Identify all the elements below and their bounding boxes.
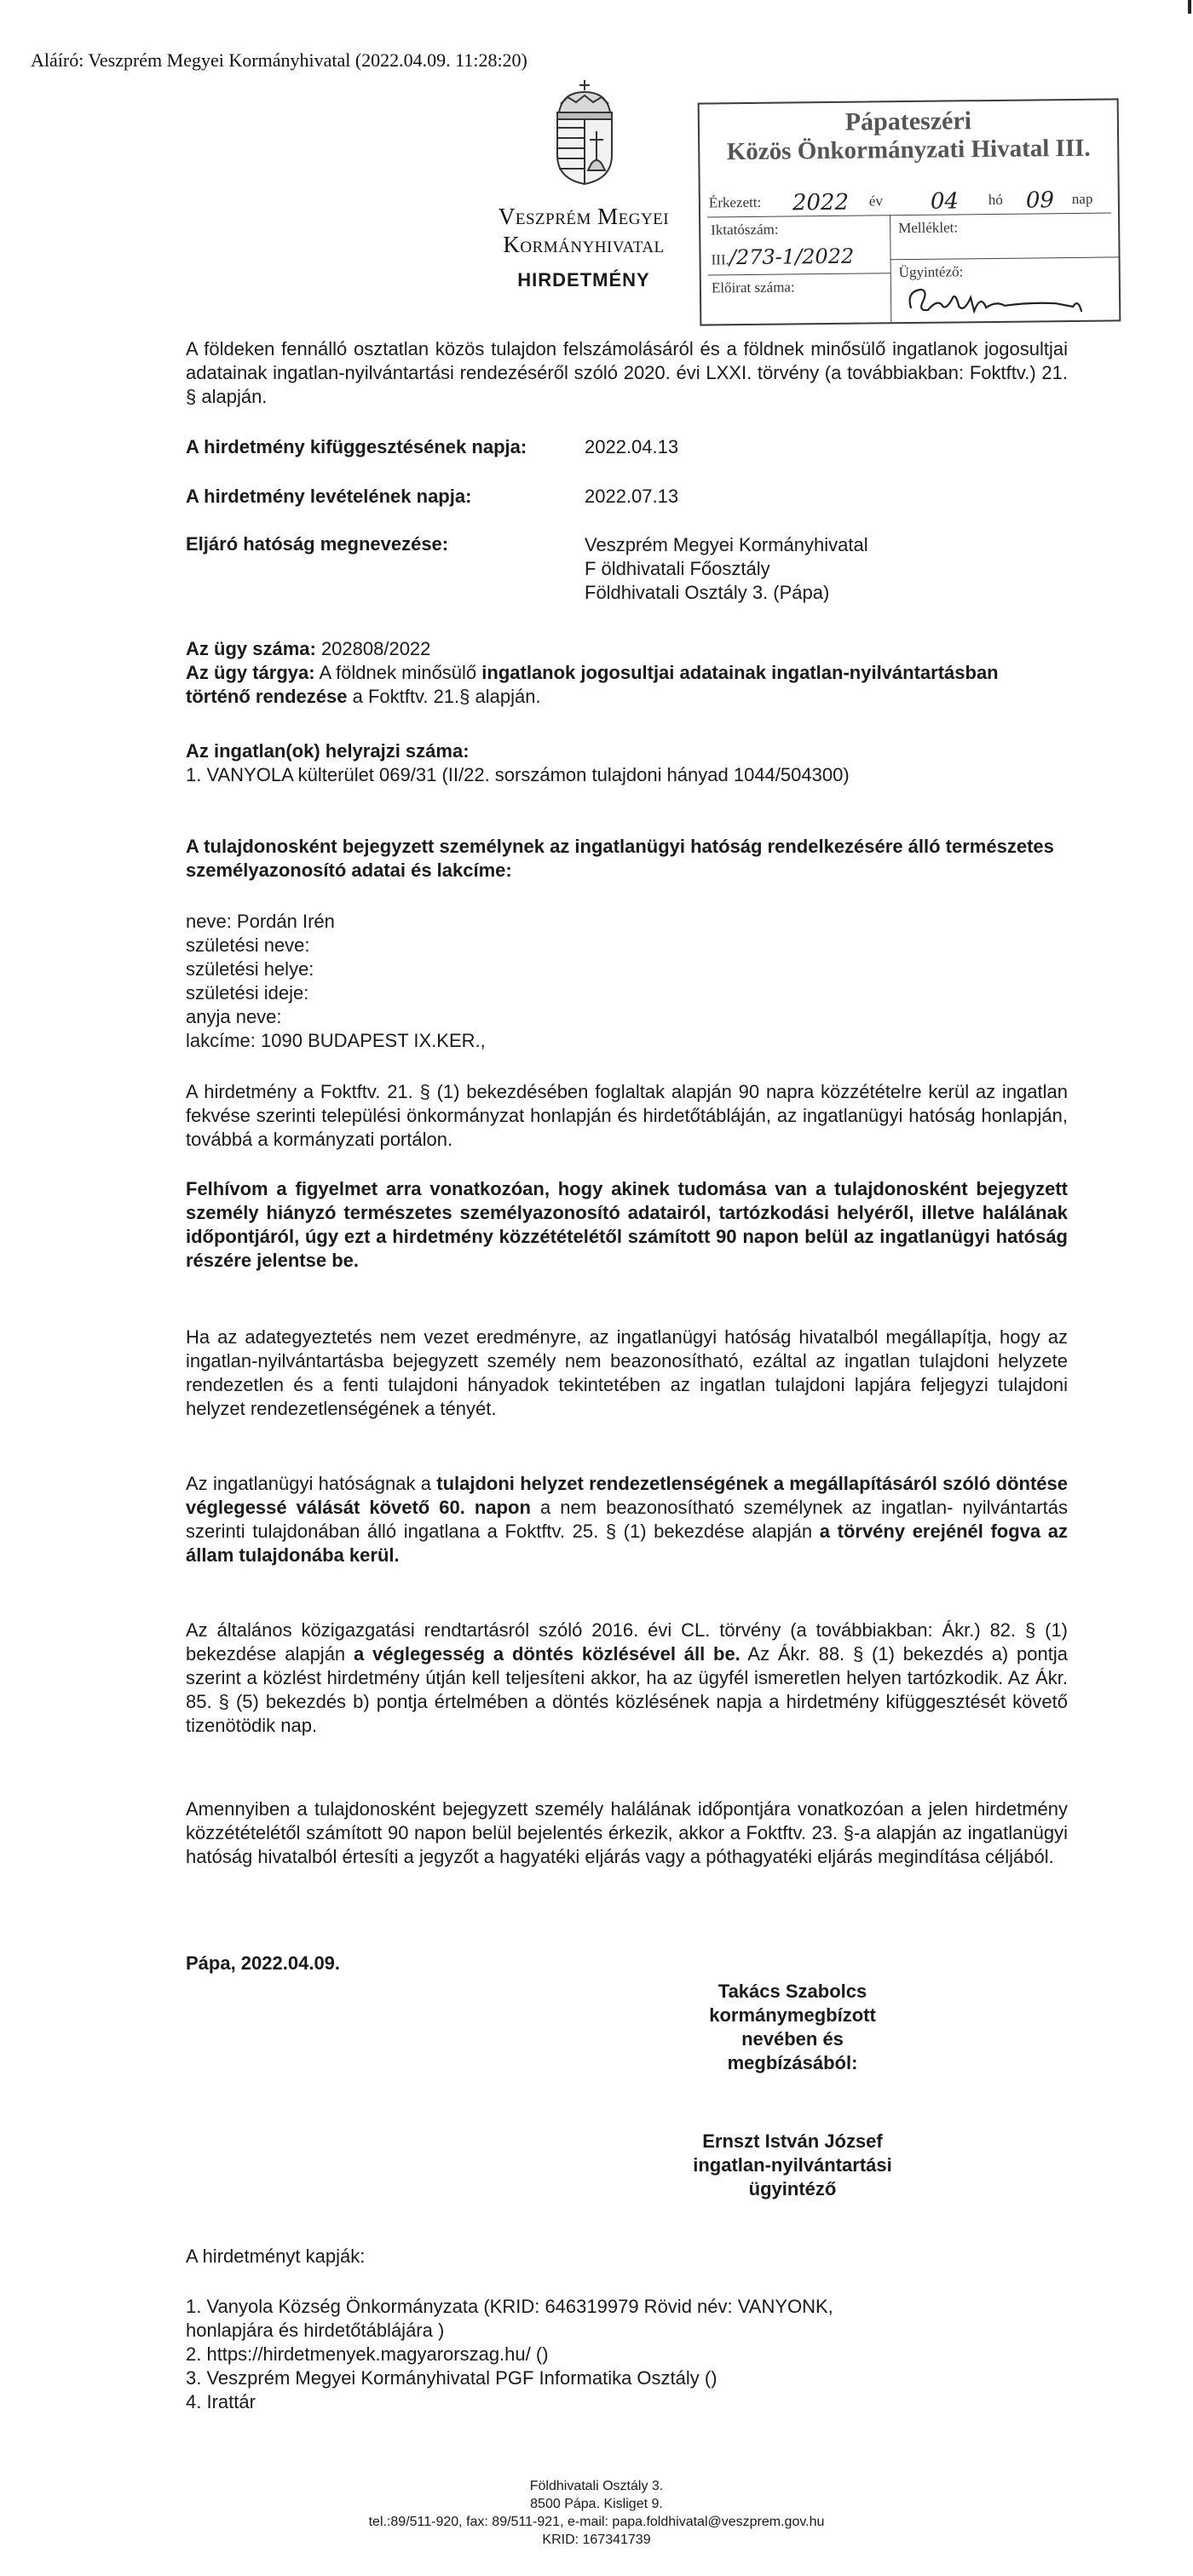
finality-part1: Az általános közigazgatási rendtartásról szóló 2016. évi CL. törvény (a továbbiakban: Ákr.) 82. § (1) bekezdése alapján (186, 1619, 1068, 1665)
authority-line: F öldhivatali Főosztály (585, 558, 770, 579)
authority-line: Földhivatali Osztály 3. (Pápa) (585, 582, 830, 603)
signature-line: Aláíró: Veszprém Megyei Kormányhivatal (2022.04.09. 11:28:20) (31, 49, 527, 71)
authority-label: Eljáró hatóság megnevezése: (186, 533, 449, 555)
state-ownership-paragraph (186, 1472, 1068, 1567)
stamp-preceding-label: Előirat száma: (711, 279, 795, 296)
finality-part2: a véglegesség a döntés közlésével áll be. (353, 1643, 741, 1665)
case-subject-part1: A földnek minősülő (314, 662, 482, 683)
state-ownership-part2: tulajdoni helyzet rendezetlenségének a megállapításáról szóló döntése véglegessé válását követő 60. napon (186, 1473, 1068, 1518)
parcel-label: Az ingatlan(ok) helyrajzi száma: (186, 740, 470, 762)
footer-contact: tel.:89/511-920, fax: 89/511-921, e-mail: papa.foldhivatal@veszprem.gov.hu (368, 2515, 825, 2529)
footer-address: 8500 Pápa. Kisliget 9. (530, 2497, 663, 2511)
clerk-name: Ernszt István József (702, 2130, 883, 2152)
document-type: HIRDETMÉNY (517, 269, 650, 290)
stamp-month: 04 (930, 188, 960, 215)
posting-date-label: A hirdetmény kifüggesztésének napja: (186, 436, 527, 457)
issuing-authority-line1: Veszprém Megyei (498, 204, 670, 229)
stamp-year: 2022 (792, 189, 850, 216)
reconciliation-paragraph: Ha az adategyeztetés nem vezet eredményre, az ingatlanügyi hatóság hivatalból megállapítja, hogy az ingatlan-nyilvántartásba bejegyzett személy nem beazonosítható, ezáltal az ingatlan tulajdoni helyzete rendezetlen és a fenti tulajdoni hányadok tekintetében az ingatlan tulajdoni lapjára feljegyzi tulajdoni helyzet rendezetlenségének a tényét. (186, 1326, 1068, 1419)
principal-name: Takács Szabolcs (718, 1981, 867, 2002)
recipients-label: A hirdetményt kapják: (186, 2245, 366, 2267)
stamp-row-divider-right (890, 256, 1119, 260)
stamp-received-label: Érkezett: (708, 193, 762, 211)
case-number-label: Az ügy száma: (186, 638, 316, 659)
recipient-item: 3. Veszprém Megyei Kormányhivatal PGF Informatika Osztály () (186, 2367, 718, 2389)
footer-krid: KRID: 167341739 (542, 2533, 651, 2547)
stamp-received-row (707, 179, 1111, 218)
case-subject-label: Az ügy tárgya: (186, 662, 315, 683)
state-ownership-part4: a törvény erejénél fogva az állam tulajdonába kerül. (186, 1521, 1068, 1566)
stamp-file-number-prefix: III. (711, 251, 729, 268)
case-block (186, 637, 1068, 709)
posting-date-value: 2022.04.13 (585, 436, 679, 457)
stamp-row-divider (708, 273, 890, 275)
clerk-role: ügyintéző (748, 2178, 837, 2199)
authority-value (585, 533, 868, 605)
stamp-attachment-label: Melléklet: (898, 219, 959, 237)
person-mother-name: anyja neve: (186, 1006, 282, 1027)
stamp-file-number-hand: /273-1/2022 (729, 244, 855, 270)
recipient-item: honlapjára és hirdetőtáblájára ) (186, 2320, 445, 2341)
stamp-month-label: hó (988, 191, 1003, 209)
stamp-year-label: év (868, 193, 884, 210)
stamp-title-2: Közös Önkormányzati Hivatal III. (726, 134, 1091, 166)
stamp-clerk-label: Ügyintéző: (898, 263, 964, 281)
notice-paragraph: Felhívom a figyelmet arra vonatkozóan, hogy akinek tudomása van a tulajdonosként bejegyzett személy hiányzó természetes személyazonosító adatairól, tartózkodási helyéről, illetve halálának időpontjáról, úgy ezt a hirdetmény közzétételétől számított 90 napon belül az ingatlanügyi hatóság részére jelentse be. (186, 1178, 1068, 1271)
recipient-item: 4. Irattár (186, 2391, 256, 2412)
signature-block-principal (648, 1980, 937, 2075)
case-subject-part3: a Foktftv. 21.§ alapján. (347, 686, 541, 707)
clerk-title: ingatlan-nyilvántartási (693, 2154, 892, 2176)
stamp-file-number-label: Iktatószám: (711, 221, 779, 239)
case-number: 202808/2022 (315, 638, 431, 659)
probate-paragraph: Amennyiben a tulajdonosként bejegyzett személy halálának időpontjára vonatkozóan a jelen hirdetmény közzétételétől számított 90 napon belül bejelentés érkezik, akkor a Foktftv. 23. §-a alapján az ingatlanügyi hatóság hivatalból értesíti a jegyzőt a hagyatéki eljárás vagy a póthagyatéki eljárás megindítása céljából. (186, 1798, 1068, 1867)
removal-date-label: A hirdetmény levételének napja: (186, 486, 472, 507)
coat-of-arms-icon (547, 78, 622, 187)
recipient-item: 1. Vanyola Község Önkormányzata (KRID: 646319979 Rövid név: VANYONK, (186, 2296, 833, 2317)
finality-paragraph (186, 1619, 1068, 1738)
footer (341, 2477, 852, 2549)
case-subject-part2: ingatlanok jogosultjai adatainak ingatlan-nyilvántartásban történő rendezése (186, 662, 999, 707)
person-birth-place: születési helye: (186, 958, 314, 980)
state-ownership-part3: a nem beazonosítható személynek az ingatlan- nyilvántartás szerinti tulajdonában álló ingatlana a Foktftv. 25. § (1) bekezdése alapján (186, 1497, 1069, 1542)
person-name: neve: Pordán Irén (186, 911, 335, 932)
stamp-title-1: Pápateszéri (844, 106, 972, 136)
scan-edge-mark (1188, 0, 1191, 14)
publication-paragraph: A hirdetmény a Foktftv. 21. § (1) bekezdésében foglaltak alapján 90 napra közzétételre kerül az ingatlan fekvése szerinti települési önkormányzat honlapján és hirdetőtábláján, az ingatlanügyi hatóság honlapján, továbbá a kormányzati portálon. (186, 1081, 1068, 1150)
recipients-list (186, 2295, 833, 2414)
finality-part3: Az Ákr. 88. § (1) bekezdés a) pontja szerint a közlést hirdetmény útján kell teljesíteni akkor, ha az ügyfél ismeretlen helyen tartózkodik. Az Ákr. 85. § (5) bekezdés b) pontja értelmében a döntés közlésének napja a hirdetmény kifüggesztését követő tizenötödik nap. (186, 1643, 1069, 1736)
intro-paragraph: A földeken fennálló osztatlan közös tulajdon felszámolásáról és a földnek minősülő ingatlanok jogosultjai adatainak ingatlan-nyilvántartási rendezéséről szóló 2020. évi LXXI. törvény (a továbbiakban: Foktftv.) 21. § alapján. (186, 338, 1068, 407)
parcel-block (186, 739, 850, 787)
person-data (186, 910, 486, 1053)
stamp-file-number (711, 244, 854, 270)
stamp-day: 09 (1025, 187, 1055, 214)
parcel-value: 1. VANYOLA külterület 069/31 (II/22. sorszámon tulajdoni hányad 1044/504300) (186, 764, 850, 785)
signature-block-clerk (648, 2130, 937, 2201)
principal-mandate: megbízásából: (727, 2052, 858, 2073)
stamp-divider (890, 215, 891, 322)
place-date: Pápa, 2022.04.09. (186, 1952, 341, 1974)
stamp-day-label: nap (1071, 190, 1093, 208)
principal-title: kormánymegbízott (709, 2004, 876, 2026)
person-birth-name: születési neve: (186, 934, 310, 956)
recipient-item: 2. https://hirdetmenyek.magyarorszag.hu/ () (186, 2343, 549, 2365)
authority-line: Veszprém Megyei Kormányhivatal (585, 534, 868, 555)
principal-on-behalf: nevében és (741, 2028, 844, 2050)
removal-date-value: 2022.07.13 (585, 486, 679, 507)
issuing-authority-line2: Kormányhivatal (503, 232, 665, 257)
receipt-stamp (698, 98, 1121, 325)
footer-office: Földhivatali Osztály 3. (529, 2479, 664, 2493)
person-birth-date: születési ideje: (186, 982, 309, 1003)
issuing-authority (477, 203, 690, 259)
clerk-signature-icon (902, 281, 1090, 320)
state-ownership-part1: Az ingatlanügyi hatóságnak a (186, 1473, 437, 1494)
person-address: lakcíme: 1090 BUDAPEST IX.KER., (186, 1030, 486, 1051)
person-heading: A tulajdonosként bejegyzett személynek az ingatlanügyi hatóság rendelkezésére álló természetes személyazonosító adatai és lakcíme: (186, 836, 1054, 881)
